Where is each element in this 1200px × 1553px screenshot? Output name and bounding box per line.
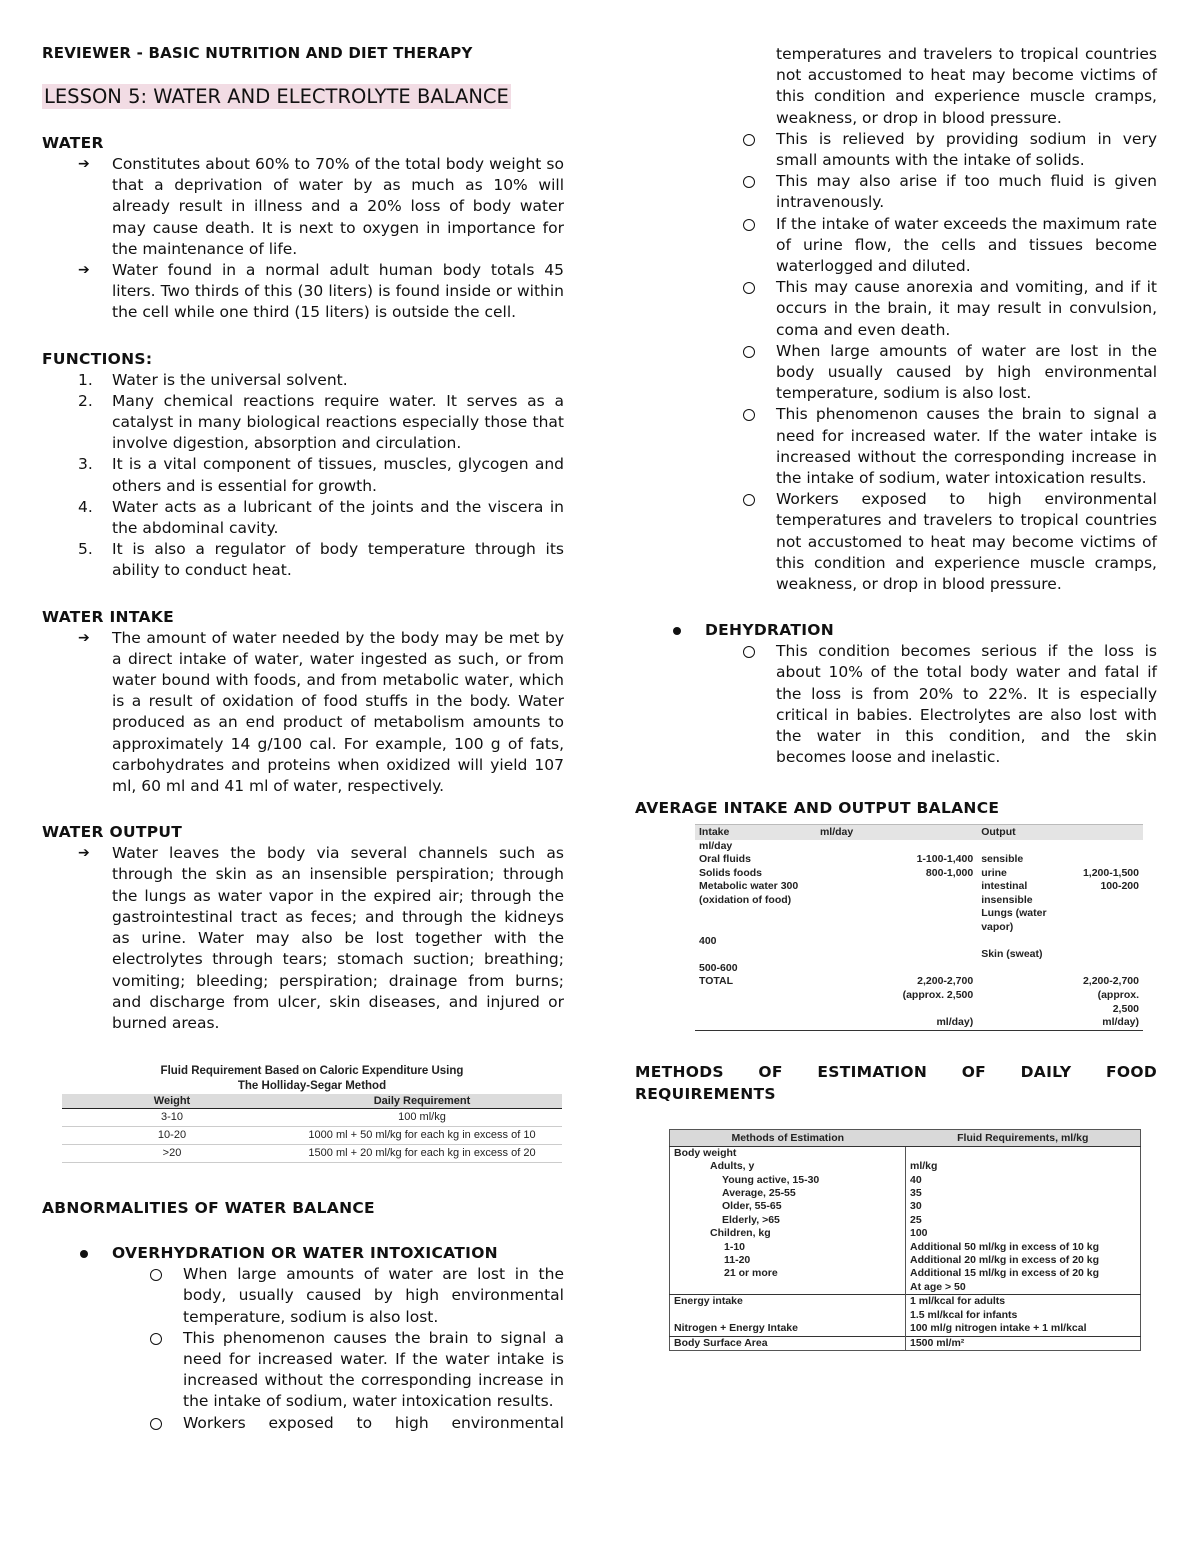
table-header: Weight bbox=[62, 1094, 282, 1109]
table-cell: Additional 15 ml/kg in excess of 20 kg bbox=[910, 1267, 1100, 1280]
figure-caption: Fluid Requirement Based on Caloric Expenditure Using bbox=[160, 1065, 464, 1078]
table-row bbox=[695, 975, 1143, 989]
table-cell: Nitrogen + Energy Intake bbox=[670, 1322, 906, 1336]
hollow-circle-icon bbox=[743, 134, 755, 146]
table-cell bbox=[1076, 853, 1143, 867]
table-header bbox=[1076, 824, 1143, 840]
overhydration-list-continued bbox=[635, 44, 1157, 595]
table-cell bbox=[1076, 948, 1143, 962]
arrow-icon: ➔ bbox=[78, 156, 90, 172]
table-cell: 30 bbox=[910, 1200, 922, 1213]
table-cell: Older, 55-65 bbox=[670, 1200, 906, 1213]
list-item: This may also arise if too much fluid is given intravenously. bbox=[635, 171, 1157, 213]
table-row bbox=[670, 1187, 1141, 1200]
table-cell: ml/day bbox=[699, 839, 733, 852]
table-header: ml/day bbox=[816, 824, 977, 840]
table-header: Intake bbox=[695, 824, 816, 840]
list-item: When large amounts of water are lost in the body usually caused by high environmental temperature, sodium is also lost. bbox=[635, 341, 1157, 405]
table-row bbox=[695, 867, 1143, 881]
hollow-circle-icon bbox=[743, 282, 755, 294]
table-cell: 2,200-2,700 bbox=[1082, 975, 1139, 988]
table-header: Fluid Requirements, ml/kg bbox=[906, 1129, 1141, 1146]
table-cell: 1-100-1,400 bbox=[916, 853, 974, 866]
table-cell: ml/day) bbox=[1102, 1016, 1139, 1029]
table-cell: 1.5 ml/kcal for infants bbox=[910, 1308, 1018, 1321]
table-cell: insensible bbox=[981, 893, 1033, 906]
table-row bbox=[695, 894, 1143, 908]
table-cell: (oxidation of food) bbox=[699, 893, 792, 906]
table-cell: Solids foods bbox=[699, 866, 762, 879]
table-cell: intestinal bbox=[981, 880, 1028, 893]
table-row bbox=[695, 935, 1143, 949]
table-cell: Body Surface Area bbox=[670, 1336, 906, 1350]
table-cell: Average, 25-55 bbox=[670, 1187, 906, 1200]
table-cell: Skin (sweat) bbox=[981, 948, 1043, 961]
table-cell bbox=[1076, 840, 1143, 854]
table-row bbox=[670, 1146, 1141, 1160]
table-header: Output bbox=[977, 824, 1076, 840]
table-cell bbox=[670, 1281, 906, 1295]
list-item: ➔ Water leaves the body via several channels such as through the skin as an insensible perspiration; through the lungs as water vapor in the expired air; through the gastrointestinal tract as feces; and through the kidneys as urine. Water may also be lost together with the electrolytes through tears; stomach suction; breathing; vomiting; bleeding; perspiration; drainage from burns; and discharge from ulcer, skin diseases, and injured or burned areas. bbox=[78, 844, 564, 1032]
table-cell: Lungs (water vapor) bbox=[981, 907, 1047, 934]
table-cell bbox=[816, 894, 977, 908]
water-output-list bbox=[42, 843, 564, 1034]
table-row bbox=[695, 907, 1143, 934]
table-row: 3-10 100 ml/kg bbox=[62, 1109, 562, 1127]
water-output-heading: WATER OUTPUT bbox=[42, 823, 183, 842]
table-cell: Young active, 15-30 bbox=[670, 1174, 906, 1187]
table-row bbox=[695, 948, 1143, 962]
table-cell: 35 bbox=[910, 1187, 922, 1200]
table-cell bbox=[1076, 894, 1143, 908]
table-cell: 25 bbox=[910, 1213, 922, 1226]
table-row bbox=[670, 1254, 1141, 1267]
table-cell: Elderly, >65 bbox=[670, 1214, 906, 1227]
table-cell bbox=[1076, 962, 1143, 976]
table-cell: Metabolic water 300 bbox=[699, 880, 799, 893]
hollow-circle-icon bbox=[743, 646, 755, 658]
table-cell: TOTAL bbox=[699, 975, 734, 988]
water-list bbox=[42, 154, 564, 324]
filled-circle-icon bbox=[673, 627, 681, 635]
table-row bbox=[670, 1309, 1141, 1322]
list-item: Workers exposed to high environmental bbox=[42, 1413, 564, 1434]
table-cell: Energy intake bbox=[670, 1295, 906, 1309]
table-cell: At age > 50 bbox=[910, 1280, 966, 1293]
table-row bbox=[670, 1227, 1141, 1240]
io-balance-figure bbox=[695, 824, 1143, 1031]
table-cell bbox=[816, 935, 977, 949]
table-row bbox=[695, 853, 1143, 867]
table-cell bbox=[816, 880, 977, 894]
table-row bbox=[670, 1322, 1141, 1336]
water-intake-heading: WATER INTAKE bbox=[42, 607, 174, 626]
table-cell: 21 or more bbox=[670, 1267, 906, 1280]
table-cell bbox=[695, 989, 816, 1016]
hollow-circle-icon bbox=[743, 409, 755, 421]
table-cell bbox=[1076, 935, 1143, 949]
table-row bbox=[670, 1241, 1141, 1254]
document-title: REVIEWER - BASIC NUTRITION AND DIET THERAPY bbox=[42, 44, 473, 62]
arrow-icon: ➔ bbox=[78, 629, 90, 646]
table-cell bbox=[695, 948, 816, 962]
hollow-circle-icon bbox=[743, 219, 755, 231]
table-cell: (approx. 2,500 bbox=[1097, 989, 1139, 1015]
table-cell: Additional 50 ml/kg in excess of 10 kg bbox=[910, 1240, 1100, 1253]
arrow-icon: ➔ bbox=[78, 845, 90, 862]
table-cell: ml/day) bbox=[936, 1016, 974, 1029]
hollow-circle-icon bbox=[743, 176, 755, 188]
list-item: ➔ Water found in a normal adult human body totals 45 liters. Two thirds of this (30 liters) is found inside or within the cell while one third (15 liters) is outside the cell. bbox=[78, 261, 564, 322]
holliday-segar-figure bbox=[62, 1064, 562, 1163]
dehydration-heading: DEHYDRATION bbox=[635, 619, 1157, 641]
table-cell bbox=[816, 948, 977, 962]
holliday-segar-table bbox=[62, 1094, 562, 1163]
table-row bbox=[670, 1160, 1141, 1173]
table-row bbox=[670, 1336, 1141, 1350]
water-intake-list bbox=[42, 628, 564, 798]
hollow-circle-icon bbox=[150, 1418, 162, 1430]
table-cell: Oral fluids bbox=[699, 853, 751, 866]
hollow-circle-icon bbox=[743, 494, 755, 506]
table-cell bbox=[906, 1146, 1141, 1160]
table-cell bbox=[695, 1016, 816, 1030]
functions-list bbox=[42, 370, 564, 582]
list-item: This is relieved by providing sodium in very small amounts with the intake of solids. bbox=[635, 129, 1157, 171]
list-item: This phenomenon causes the brain to signal a need for increased water. If the water intake is increased without the corresponding increase in the intake of sodium, water intoxication results. bbox=[635, 404, 1157, 489]
table-cell: 40 bbox=[910, 1173, 922, 1186]
table-cell bbox=[977, 935, 1076, 949]
table-cell bbox=[695, 907, 816, 934]
table-cell bbox=[977, 989, 1076, 1016]
list-item: ➔ Constitutes about 60% to 70% of the total body weight so that a deprivation of water by as much as 10% will already result in illness and a 20% loss of body water may cause death. It is next to oxygen in importance for the maintenance of life. bbox=[78, 155, 564, 258]
dehydration-list bbox=[635, 641, 1157, 768]
table-header: Methods of Estimation bbox=[670, 1129, 906, 1146]
list-item: This phenomenon causes the brain to signal a need for increased water. If the water intake is increased without the corresponding increase in the intake of sodium, water intoxication results. bbox=[42, 1328, 564, 1413]
table-cell: 500-600 bbox=[699, 961, 738, 974]
list-item: 5. It is also a regulator of body temperature through its ability to conduct heat. bbox=[78, 540, 564, 580]
table-cell: 100-200 bbox=[1100, 880, 1139, 893]
methods-heading: METHODS OF ESTIMATION OF DAILY FOOD REQUIREMENTS bbox=[635, 1062, 1157, 1103]
table-cell: 1500 ml/m² bbox=[906, 1336, 1141, 1350]
list-item: 4. Water acts as a lubricant of the joints and the viscera in the abdominal cavity. bbox=[78, 497, 564, 538]
table-cell: 100 bbox=[910, 1227, 928, 1240]
table-cell: sensible bbox=[981, 853, 1024, 866]
hollow-circle-icon bbox=[150, 1333, 162, 1345]
left-column bbox=[42, 44, 564, 1434]
abnormalities-heading: ABNORMALITIES OF WATER BALANCE bbox=[42, 1199, 375, 1218]
hollow-circle-icon bbox=[743, 346, 755, 358]
table-cell bbox=[816, 962, 977, 976]
table-cell: 400 bbox=[699, 934, 717, 947]
io-balance-heading: AVERAGE INTAKE AND OUTPUT BALANCE bbox=[635, 798, 1000, 817]
list-item: Workers exposed to high environmental temperatures and travelers to tropical countries not accustomed to heat may become victims of this condition and experience muscle cramps, weakness, or drop in blood pressure. bbox=[635, 489, 1157, 595]
table-row: >20 1500 ml + 20 ml/kg for each kg in excess of 20 bbox=[62, 1145, 562, 1163]
list-item: When large amounts of water are lost in the body, usually caused by high environmental temperature, sodium is also lost. bbox=[42, 1264, 564, 1328]
table-row: 10-20 1000 ml + 50 ml/kg for each kg in excess of 10 bbox=[62, 1127, 562, 1145]
table-cell: Adults, y bbox=[670, 1160, 906, 1173]
overhydration-list bbox=[42, 1264, 564, 1434]
table-cell bbox=[670, 1309, 906, 1322]
table-row bbox=[695, 1016, 1143, 1030]
list-item: This condition becomes serious if the loss is about 10% of the total body water and fatal if the loss is from 20% to 22%. It is especially critical in babies. Electrolytes are also lost with the water in this condition, and the skin becomes loose and inelastic. bbox=[635, 641, 1157, 768]
table-cell: 1 ml/kcal for adults bbox=[906, 1295, 1141, 1309]
list-item: 3. It is a vital component of tissues, muscles, glycogen and others and is essential for growth. bbox=[78, 455, 564, 495]
table-cell bbox=[977, 1016, 1076, 1030]
table-cell: 100 ml/g nitrogen intake + 1 ml/kcal bbox=[910, 1322, 1087, 1335]
table-cell: (approx. 2,500 bbox=[902, 989, 974, 1002]
table-row bbox=[670, 1174, 1141, 1187]
list-item: 1. Water is the universal solvent. bbox=[78, 370, 348, 389]
table-row bbox=[670, 1281, 1141, 1295]
table-cell bbox=[977, 975, 1076, 989]
table-row bbox=[695, 880, 1143, 894]
overhydration-heading: OVERHYDRATION OR WATER INTOXICATION bbox=[42, 1242, 564, 1264]
table-cell bbox=[977, 962, 1076, 976]
list-item: 2. Many chemical reactions require water. It serves as a catalyst in many biological reactions especially those that involve digestion, absorption and circulation. bbox=[78, 391, 564, 453]
table-cell: Additional 20 ml/kg in excess of 20 kg bbox=[910, 1254, 1100, 1267]
table-cell bbox=[816, 907, 977, 934]
list-item-continuation: temperatures and travelers to tropical countries not accustomed to heat may become victims of this condition and experience muscle cramps, weakness, or drop in blood pressure. bbox=[776, 45, 1157, 127]
table-row bbox=[670, 1267, 1141, 1280]
water-heading: WATER bbox=[42, 134, 104, 152]
methods-table bbox=[669, 1129, 1141, 1351]
table-row bbox=[695, 989, 1143, 1016]
table-cell bbox=[1076, 907, 1143, 934]
list-item: This may cause anorexia and vomiting, and if it occurs in the brain, it may result in convulsion, coma and even death. bbox=[635, 277, 1157, 341]
figure-caption: The Holliday-Segar Method bbox=[237, 1080, 387, 1093]
list-item: ➔ The amount of water needed by the body may be met by a direct intake of water, water ingested as such, or from water bound with foods, and from metabolic water, which is a result of oxidation of food stuffs in the body. Water produced as an end product of metabolism amounts to approximately 14 g/100 cal. For example, 100 g of fats, carbohydrates and proteins when oxidized will yield 107 ml, 60 ml and 41 ml of water, respectively. bbox=[78, 628, 564, 796]
table-cell: 800-1,000 bbox=[925, 866, 974, 879]
table-header: Daily Requirement bbox=[282, 1094, 562, 1109]
filled-circle-icon bbox=[80, 1250, 88, 1258]
table-cell: ml/kg bbox=[910, 1160, 938, 1173]
methods-figure bbox=[669, 1129, 1141, 1351]
table-cell bbox=[977, 840, 1076, 854]
table-cell: urine bbox=[981, 866, 1007, 879]
table-row bbox=[670, 1214, 1141, 1227]
table-cell: 1-10 bbox=[670, 1241, 906, 1254]
table-row bbox=[695, 840, 1143, 854]
table-cell: 2,200-2,700 bbox=[917, 975, 974, 988]
table-row bbox=[670, 1295, 1141, 1309]
table-cell: Body weight bbox=[670, 1146, 906, 1160]
arrow-icon: ➔ bbox=[78, 262, 90, 279]
table-cell: Children, kg bbox=[670, 1227, 906, 1240]
list-item: If the intake of water exceeds the maximum rate of urine flow, the cells and tissues become waterlogged and diluted. bbox=[635, 214, 1157, 278]
table-row bbox=[670, 1200, 1141, 1213]
hollow-circle-icon bbox=[150, 1269, 162, 1281]
functions-heading: FUNCTIONS: bbox=[42, 349, 153, 368]
table-row bbox=[695, 962, 1143, 976]
io-balance-table bbox=[695, 824, 1143, 1031]
table-cell bbox=[816, 840, 977, 854]
right-column bbox=[635, 44, 1157, 1351]
table-cell: 11-20 bbox=[670, 1254, 906, 1267]
lesson-title: LESSON 5: WATER AND ELECTROLYTE BALANCE bbox=[44, 85, 509, 108]
table-cell: 1,200-1,500 bbox=[1082, 866, 1139, 879]
